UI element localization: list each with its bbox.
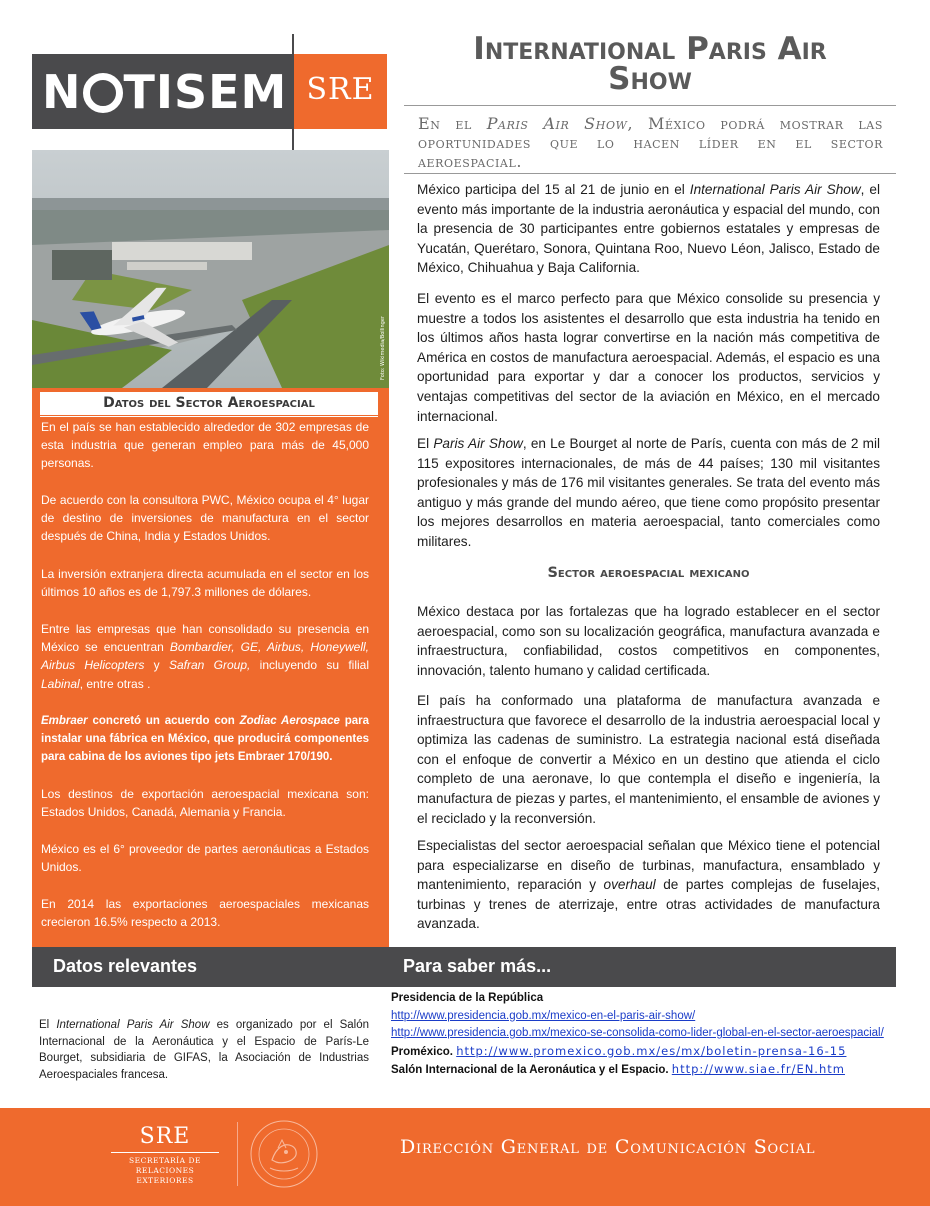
promexico-label: Proméxico. [391, 1045, 453, 1058]
sidebar-paragraph: Embraer concretó un acuerdo con Zodiac Aerospace para instalar una fábrica en México, que producirá componentes para cabina de los aviones tipo jets Embraer 170/190. [41, 715, 369, 764]
sre-logo-box [294, 54, 387, 129]
relevant-data-heading: Datos relevantes [53, 956, 198, 976]
footer-sre-line2: RELACIONES EXTERIORES [135, 1166, 195, 1185]
title-line-2: Show [608, 61, 692, 97]
siae-link[interactable]: http://www.siae.fr/EN.htm [671, 1062, 845, 1076]
sidebar-heading-rule [40, 416, 378, 417]
photo-credit: Foto: Wikimedia/Bollinger [380, 316, 386, 380]
footer-department: Dirección General de Comunicación Social [400, 1136, 816, 1158]
learn-more-heading: Para saber más... [403, 956, 552, 976]
promexico-link[interactable]: http://www.promexico.gob.mx/es/mx/boletin-prensa-16-15 [456, 1043, 847, 1058]
sre-logo-text: SRE [306, 72, 375, 107]
body-paragraph: Especialistas del sector aeroespacial señalan que México tiene el potencial para especializarse en diseño de turbinas, manufactura, ensamblado y mantenimiento, reparación y overhaul de partes complejas de fuselajes, turbinas y trenes de aterrizaje, entre otras actividades de manufactura avanzada. [417, 838, 880, 932]
air-show-photo [32, 150, 389, 388]
body-paragraph: México participa del 15 al 21 de junio en el International Paris Air Show, el evento más importante de la industria aeronáutica y espacial del mundo, con la presencia de 30 participantes entre gobiernos estatales y empresas de Yucatán, Querétaro, Sonora, Quintana Roo, Nuevo Léon, Jalisco, Estado de México, Chihuahua y Baja California. [417, 182, 880, 276]
learn-more-links [391, 990, 896, 1080]
body-paragraph: El Paris Air Show, en Le Bourget al norte de París, cuenta con más de 2 mil 115 expositores internacionales, de más de 44 países; 130 mil visitantes profesionales y más de 176 mil visitantes generales. Se trata del evento más antiguo y más grande del mundo aéreo, que tiene como propósito presentar los mejores desarrollos en materia aeroespacial, tanto comerciales como militares. [417, 436, 880, 549]
footer [0, 1108, 930, 1206]
footer-divider [237, 1122, 238, 1186]
sidebar-paragraph: En 2014 las exportaciones aeroespaciales mexicanas crecieron 16.5% respecto a 2013. [41, 897, 369, 930]
footer-sre-rule [111, 1152, 219, 1153]
subtitle: En el Paris Air Show, México podrá mostrar las oportunidades que lo hacen líder en el sector aeroespacial. [418, 114, 883, 171]
body-paragraph: El país ha conformado una plataforma de manufactura avanzada e infraestructura que favorece el desarrollo de la industria aeroespacial local y optimiza las cadenas de suministro. La estrategia nacional está diseñada con el enfoque de convertir a México en un destino que atienda el ciclo completo de una aeronave, lo que contempla el diseño e ingeniería, la manufactura de piezas y partes, el mantenimiento, el ensamble de aviones y el reciclado y la reconversión. [417, 693, 880, 826]
subtitle-rule-bottom [404, 173, 896, 174]
page-title [404, 31, 896, 97]
info-band [32, 947, 896, 987]
notisem-logo [32, 54, 293, 129]
title-line-1: International Paris Air [473, 31, 827, 67]
sidebar-paragraph: Los destinos de exportación aeroespacial mexicana son: Estados Unidos, Canadá, Alemania y Francia. [41, 787, 369, 820]
presidencia-label: Presidencia de la República [391, 992, 544, 1004]
presidencia-link-1[interactable]: http://www.presidencia.gob.mx/mexico-en-el-paris-air-show/ [391, 1009, 696, 1022]
sidebar-paragraph: De acuerdo con la consultora PWC, México ocupa el 4° lugar de destino de inversiones de manufactura en el sector después de China, India y Estados Unidos. [41, 493, 369, 544]
footer-sre-line1: SECRETARÍA DE [129, 1156, 201, 1165]
sector-data-sidebar [32, 388, 389, 947]
sidebar-heading: Datos del Sector Aeroespacial [103, 395, 315, 411]
sidebar-paragraph: En el país se han establecido alrededor de 302 empresas de esta industria que generan empleo para más de 45,000 personas. [41, 420, 369, 471]
notisem-logo-text: N TISEM [42, 65, 288, 119]
mexico-seal-icon [248, 1118, 320, 1190]
sidebar-paragraph: Entre las empresas que han consolidado su presencia en México se encuentran Bombardier, GE, Airbus, Honeywell, Airbus Helicopters y Safran Group, incluyendo su filial Labinal, entre otras . [41, 622, 370, 691]
body-paragraph: México destaca por las fortalezas que ha logrado establecer en el sector aeroespacial, como son su localización geográfica, manufactura avanzada e infraestructura, confiabilidad, costos competitivos en componentes, innovación, talento humano y calidad certificada. [417, 604, 880, 678]
logo-o-icon [83, 73, 123, 113]
footer-sre-text: SRE [139, 1124, 191, 1149]
footer-sre-logo [110, 1124, 220, 1186]
sidebar-paragraph: La inversión extranjera directa acumulada en el sector en los últimos 10 años es de 1,797.3 millones de dólares. [41, 567, 369, 600]
presidencia-link-2[interactable]: http://www.presidencia.gob.mx/mexico-se-consolida-como-lider-global-en-el-sector-aeroespacial/ [391, 1027, 884, 1039]
sidebar-heading-box [40, 392, 378, 416]
sidebar-paragraph: México es el 6° proveedor de partes aeronáuticas a Estados Unidos. [41, 842, 369, 875]
salon-label: Salón Internacional de la Aeronáutica y el Espacio. [391, 1064, 669, 1076]
relevant-data-text: El International Paris Air Show es organizado por el Salón Internacional de la Aeronáutica y el Espacio de París-Le Bourget, subsidiaria de GIFAS, la Asociación de Industrias Aeroespaciales francesa. [39, 1019, 369, 1081]
title-rule-top [404, 105, 896, 106]
section-heading: Sector aeroespacial mexicano [547, 565, 750, 581]
body-paragraph: El evento es el marco perfecto para que México consolide su presencia y muestre a todos los asistentes el desarrollo que esta industria ha tenido en los últimos años hasta lograr convertirse en la nación más competitiva de América en costos de manufactura aeroespacial. Además, el espacio es una oportunidad para exportar y dar a conocer los productos, servicios y ventajas competitivas del sector de la aviación en México, en el mercado internacional. [417, 291, 880, 424]
